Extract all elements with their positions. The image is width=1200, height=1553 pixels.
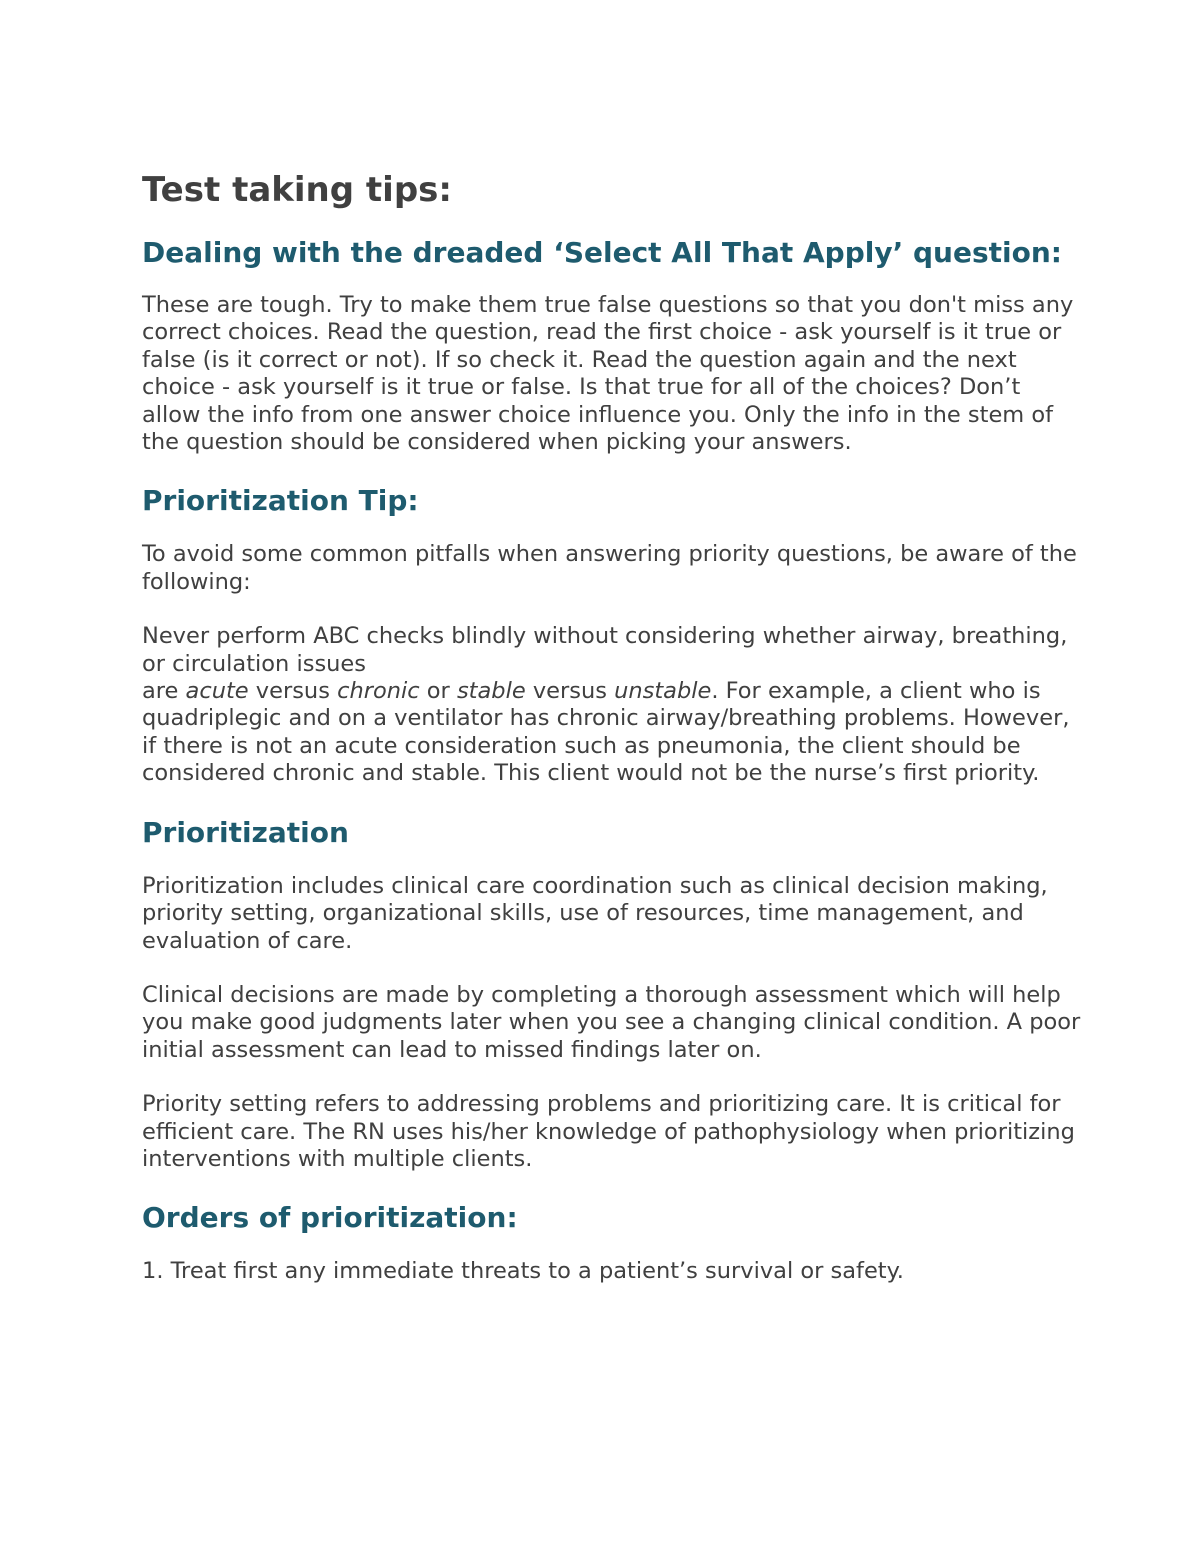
- prioritization-heading: Prioritization: [142, 815, 349, 849]
- prioritization-paragraph-1: Prioritization includes clinical care coordination such as clinical decision making, priority setting, organizational skills, use of resources, time management, and evaluation of care.: [142, 872, 1048, 954]
- abc-line-1: Never perform ABC checks blindly without considering whether airway, breathing, or circulation issues: [142, 623, 1068, 677]
- abc-rest: . For example, a client who is quadriplegic and on a ventilator has chronic airway/breathing problems. However, if there is not an acute consideration such as pneumonia, the client should be considered chronic and stable. This client would not be the nurse’s first priority.: [142, 678, 1070, 787]
- sata-heading: Dealing with the dreaded ‘Select All That Apply’ question:: [142, 236, 1062, 269]
- orders-item-1: 1. Treat first any immediate threats to a patient’s survival or safety.: [142, 1258, 904, 1285]
- prioritization-tip-heading: Prioritization Tip:: [142, 484, 419, 518]
- abc-acute: acute: [185, 678, 249, 705]
- document-title: Test taking tips:: [142, 170, 452, 210]
- abc-versus-2: versus: [532, 678, 607, 705]
- abc-are: are: [142, 678, 179, 705]
- abc-unstable: unstable: [614, 678, 712, 705]
- orders-heading: Orders of prioritization:: [142, 1201, 518, 1235]
- abc-versus-1: versus: [255, 678, 330, 705]
- sata-paragraph: These are tough. Try to make them true false questions so that you don't miss any correct choices. Read the question, read the first choice - ask yourself is it true or false (is it correct or not). If so check it. Read the question again and the next choice - ask yourself is it true or false. Is that true for all of the choices? Don’t allow the info from one answer choice influence you. Only the info in the stem of the question should be considered when picking your answers.: [142, 292, 1074, 456]
- abc-chronic: chronic: [337, 678, 420, 705]
- abc-or: or: [426, 678, 450, 705]
- document-page: [142, 168, 1082, 1286]
- prioritization-paragraph-2: Clinical decisions are made by completing a thorough assessment which will help you make good judgments later when you see a changing clinical condition. A poor initial assessment can lead to missed findings later on.: [142, 981, 1081, 1063]
- prioritization-tip-intro: To avoid some common pitfalls when answering priority questions, be aware of the following:: [142, 541, 1077, 595]
- abc-paragraph: [142, 623, 1082, 787]
- prioritization-paragraph-3: Priority setting refers to addressing problems and prioritizing care. It is critical for efficient care. The RN uses his/her knowledge of pathophysiology when prioritizing interventions with multiple clients.: [142, 1091, 1075, 1172]
- abc-stable: stable: [456, 678, 526, 705]
